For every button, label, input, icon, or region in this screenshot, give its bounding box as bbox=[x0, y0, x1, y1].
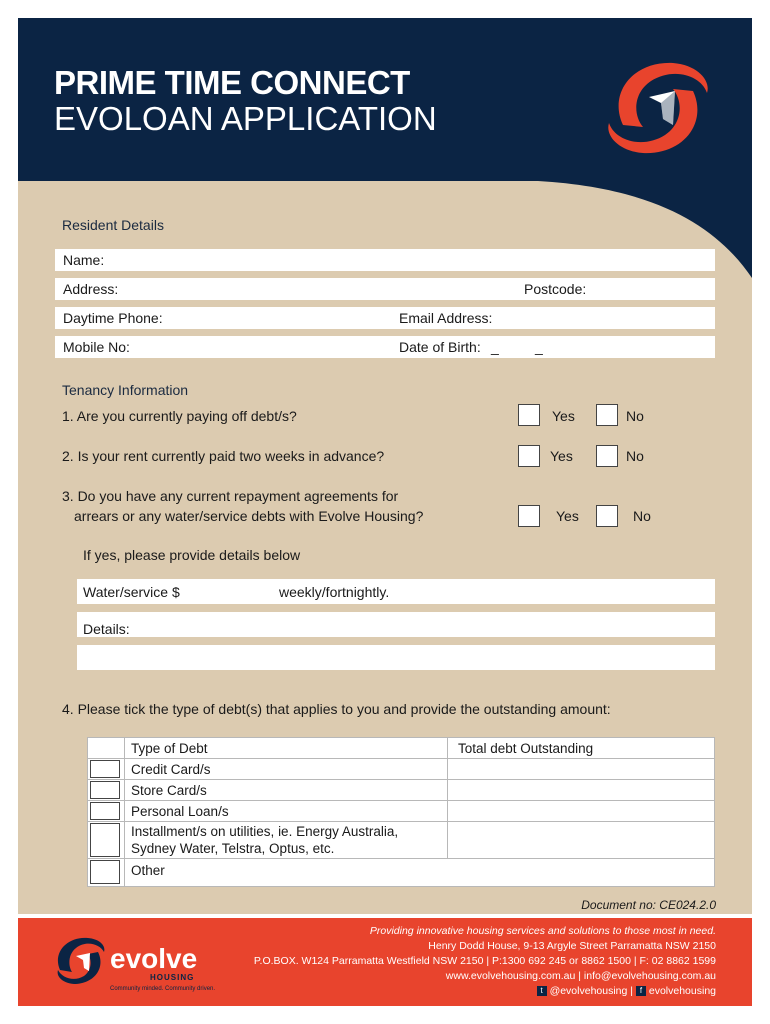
dob-separator: _ bbox=[535, 339, 543, 355]
details-label: Details: bbox=[83, 621, 130, 637]
name-field[interactable] bbox=[55, 249, 715, 271]
question-4: 4. Please tick the type of debt(s) that applies to you and provide the outstanding amount: bbox=[62, 701, 611, 717]
social-divider: | bbox=[630, 985, 636, 997]
email-label: Email Address: bbox=[399, 310, 493, 326]
question-2: 2. Is your rent currently paid two weeks in advance? bbox=[62, 448, 385, 464]
q1-yes-label: Yes bbox=[552, 408, 575, 424]
footer-social bbox=[537, 985, 716, 997]
table-row-installments-line2: Sydney Water, Telstra, Optus, etc. bbox=[131, 841, 335, 856]
details-field[interactable] bbox=[77, 612, 715, 637]
form-subtitle: EVOLOAN APPLICATION bbox=[54, 100, 437, 137]
table-row-installments: Installment/s on utilities, ie. Energy Australia, bbox=[131, 824, 399, 839]
resident-section-title: Resident Details bbox=[62, 217, 164, 233]
form-page bbox=[18, 18, 752, 1006]
phone-email-field[interactable] bbox=[55, 307, 715, 329]
personal-loan-checkbox[interactable] bbox=[90, 802, 120, 820]
footer-logo-tagline: Community minded. Community driven. bbox=[110, 986, 216, 992]
form-title: PRIME TIME CONNECT bbox=[54, 64, 410, 101]
postcode-label: Postcode: bbox=[524, 281, 587, 297]
facebook-handle[interactable]: evolvehousing bbox=[648, 985, 716, 997]
table-row-store-card: Store Card/s bbox=[131, 783, 207, 798]
q2-yes-label: Yes bbox=[550, 448, 573, 464]
water-service-field[interactable] bbox=[77, 579, 715, 604]
document-number: Document no: CE024.2.0 bbox=[581, 898, 716, 912]
address-label: Address: bbox=[63, 281, 119, 297]
evolve-housing-logo bbox=[54, 936, 234, 992]
daytime-phone-label: Daytime Phone: bbox=[63, 310, 163, 326]
credit-card-checkbox[interactable] bbox=[90, 760, 120, 778]
if-yes-instruction: If yes, please provide details below bbox=[83, 547, 301, 563]
weekly-fortnightly-label: weekly/fortnightly. bbox=[279, 584, 390, 600]
address-field[interactable] bbox=[55, 278, 715, 300]
footer-address: Henry Dodd House, 9-13 Argyle Street Parramatta NSW 2150 bbox=[428, 940, 716, 952]
q3-yes-checkbox[interactable] bbox=[518, 505, 540, 527]
q3-no-checkbox[interactable] bbox=[596, 505, 618, 527]
q3-yes-label: Yes bbox=[556, 508, 579, 524]
twitter-handle[interactable]: @evolvehousing bbox=[549, 985, 628, 997]
q1-yes-checkbox[interactable] bbox=[518, 404, 540, 426]
other-checkbox[interactable] bbox=[90, 860, 120, 884]
footer-logo-sub: HOUSING bbox=[150, 973, 195, 982]
footer-postal-phone: P.O.BOX. W124 Parramatta Westfield NSW 2150 | P:1300 692 245 or 8862 1500 | F: 02 8862 1599 bbox=[253, 955, 716, 967]
table-row-other: Other bbox=[131, 863, 165, 878]
table-header-total: Total debt Outstanding bbox=[458, 741, 594, 756]
evolve-swirl-logo-icon bbox=[603, 53, 713, 163]
footer-logo-word: evolve bbox=[110, 943, 198, 974]
q2-no-label: No bbox=[626, 448, 644, 464]
q2-yes-checkbox[interactable] bbox=[518, 445, 540, 467]
twitter-icon: t bbox=[537, 986, 547, 996]
q2-no-checkbox[interactable] bbox=[596, 445, 618, 467]
table-row-personal-loan: Personal Loan/s bbox=[131, 804, 229, 819]
water-service-label: Water/service $ bbox=[83, 584, 180, 600]
tenancy-section-title: Tenancy Information bbox=[62, 382, 189, 398]
footer-web-email[interactable]: www.evolvehousing.com.au | info@evolvehousing.com.au bbox=[445, 970, 716, 982]
question-3-line2: arrears or any water/service debts with Evolve Housing? bbox=[74, 508, 424, 524]
footer-tagline: Providing innovative housing services and solutions to those most in need. bbox=[369, 925, 716, 937]
facebook-icon: f bbox=[636, 986, 646, 996]
mobile-label: Mobile No: bbox=[63, 339, 130, 355]
details-field-line2[interactable] bbox=[77, 645, 715, 670]
dob-separator: _ bbox=[491, 339, 499, 355]
footer bbox=[18, 918, 752, 1006]
installments-checkbox[interactable] bbox=[90, 823, 120, 857]
table-row-credit-card: Credit Card/s bbox=[131, 762, 211, 777]
dob-label: Date of Birth: bbox=[399, 339, 481, 355]
question-3-line1: 3. Do you have any current repayment agreements for bbox=[62, 488, 399, 504]
table-header-type: Type of Debt bbox=[131, 741, 208, 756]
name-label: Name: bbox=[63, 252, 105, 268]
store-card-checkbox[interactable] bbox=[90, 781, 120, 799]
q1-no-checkbox[interactable] bbox=[596, 404, 618, 426]
mobile-dob-field[interactable] bbox=[55, 336, 715, 358]
question-1: 1. Are you currently paying off debt/s? bbox=[62, 408, 297, 424]
q3-no-label: No bbox=[633, 508, 651, 524]
q1-no-label: No bbox=[626, 408, 644, 424]
debt-table bbox=[87, 737, 715, 887]
evolve-swirl-small-icon bbox=[58, 938, 105, 984]
